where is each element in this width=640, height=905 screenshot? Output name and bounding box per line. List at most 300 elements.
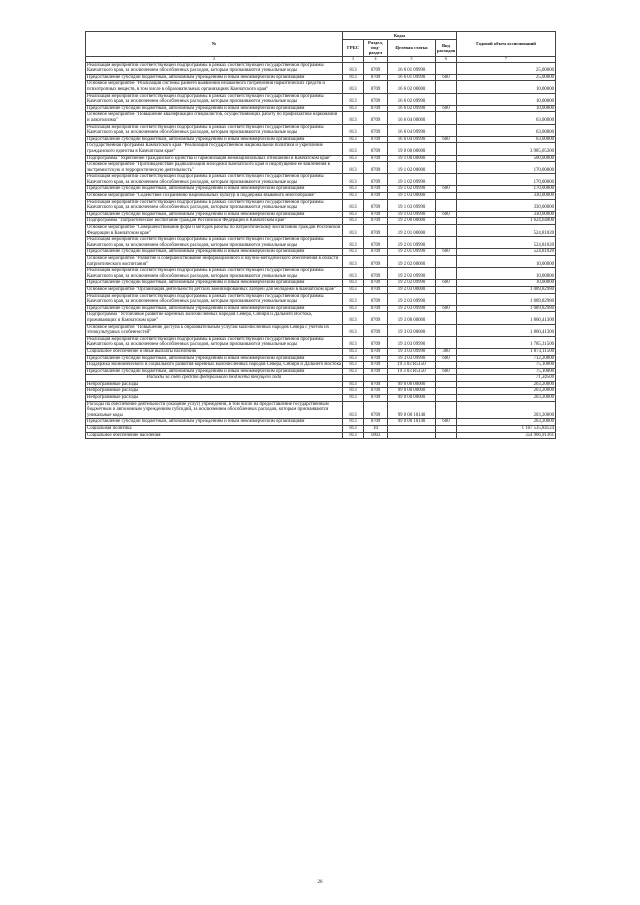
row-razdel-cell: 0709	[364, 211, 388, 218]
row-name-cell: Основное мероприятие "Развитие и совершенствование информационного и научно-методического обеспечения в области патриотического воспитания"	[86, 256, 343, 268]
table-row	[86, 381, 556, 388]
row-name-cell: Расходы за счет средств федерального бюджета текущего года	[86, 375, 343, 382]
index-cell: 6	[436, 56, 457, 62]
row-cs-cell: 19 3 03 R5150	[388, 368, 436, 375]
header-razdel: Раздел, под-раздел	[364, 40, 388, 57]
table-row	[86, 432, 556, 439]
row-cs-cell: 19 3 03 00000	[388, 324, 436, 336]
row-cs-cell: 19 3 03 09990	[388, 348, 436, 355]
row-grbs-cell: 813	[343, 355, 364, 362]
row-amount-cell: 75,10000	[457, 362, 556, 369]
row-grbs-cell: 813	[343, 62, 364, 74]
row-amount-cell: 10,00000	[457, 268, 556, 280]
row-vr-cell	[436, 218, 457, 225]
row-name-cell: Предоставление субсидий бюджетным, автономным учреждениям и иным некоммерческим организациям	[86, 368, 343, 375]
row-vr-cell	[436, 426, 457, 433]
row-name-cell: Реализация мероприятий соответствующей подпрограммы в рамках соответствующей государственной программы Камчатского края, за исключением обособленных расходов, которым присваиваются уникальные коды	[86, 268, 343, 280]
row-amount-cell: 25,00000	[457, 62, 556, 74]
row-cs-cell: 19 2 03 00000	[388, 286, 436, 293]
row-razdel-cell: 0709	[364, 162, 388, 174]
index-cell: 5	[388, 56, 436, 62]
row-name-cell: Реализация мероприятий соответствующей подпрограммы в рамках соответствующей государственной программы Камчатского края, за исключением обособленных расходов, которым присваиваются уникальные коды	[86, 199, 343, 211]
row-cs-cell	[388, 432, 436, 439]
row-name-cell: Реализация мероприятий соответствующей подпрограммы в рамках соответствующей государственной программы Камчатского края, за исключением обособленных расходов, которым присваиваются уникальные коды	[86, 93, 343, 105]
table-row	[86, 324, 556, 336]
row-razdel-cell: 0709	[364, 293, 388, 305]
row-name-cell: Основное мероприятие "Противодействие радикализации молодежи Камчатского края и недопущение ее вовлечения в экстремистскую и террористическую деятельность"	[86, 162, 343, 174]
row-cs-cell: 19 2 01 00000	[388, 225, 436, 237]
table-row	[86, 105, 556, 112]
row-grbs-cell: 813	[343, 136, 364, 143]
row-grbs-cell: 813	[343, 324, 364, 336]
row-vr-cell	[436, 193, 457, 200]
table-row	[86, 136, 556, 143]
row-cs-cell: 19 1 03 09990	[388, 211, 436, 218]
row-razdel-cell: 0709	[364, 93, 388, 105]
row-cs-cell: 16 6 02 09990	[388, 93, 436, 105]
row-amount-cell: 10,00000	[457, 105, 556, 112]
row-razdel-cell: 0709	[364, 280, 388, 287]
row-amount-cell: 1 167 535,84124	[457, 426, 556, 433]
row-cs-cell: 16 6 02 09990	[388, 105, 436, 112]
row-amount-cell: 3 985,05300	[457, 143, 556, 155]
row-razdel-cell: 10	[364, 426, 388, 433]
row-razdel-cell: 0709	[364, 124, 388, 136]
row-razdel-cell: 0709	[364, 286, 388, 293]
row-name-cell: Предоставление субсидий бюджетным, автономным учреждениям и иным некоммерческим организациям	[86, 74, 343, 81]
row-grbs-cell: 813	[343, 162, 364, 174]
row-grbs-cell: 813	[343, 305, 364, 312]
row-razdel-cell: 0709	[364, 368, 388, 375]
row-grbs-cell: 813	[343, 237, 364, 249]
row-razdel-cell: 0709	[364, 105, 388, 112]
row-amount-cell: 1 785,31500	[457, 336, 556, 348]
row-cs-cell: 19 1 02 09990	[388, 174, 436, 186]
row-amount-cell: 10,00000	[457, 93, 556, 105]
row-amount-cell: 524,81020	[457, 225, 556, 237]
row-grbs-cell: 813	[343, 112, 364, 124]
row-amount-cell: 75,10000	[457, 368, 556, 375]
row-vr-cell	[436, 81, 457, 93]
row-grbs-cell: 813	[343, 312, 364, 324]
row-vr-cell	[436, 62, 457, 74]
row-grbs-cell: 813	[343, 155, 364, 162]
row-vr-cell: 600	[436, 74, 457, 81]
row-cs-cell: 19 2 03 09990	[388, 305, 436, 312]
row-vr-cell	[436, 237, 457, 249]
row-amount-cell: 330,00000	[457, 211, 556, 218]
header-codes: Коды	[343, 32, 457, 40]
row-vr-cell	[436, 155, 457, 162]
row-amount-cell: 63,00000	[457, 136, 556, 143]
row-cs-cell	[388, 426, 436, 433]
row-grbs-cell: 813	[343, 388, 364, 395]
row-cs-cell: 16 6 01 09990	[388, 62, 436, 74]
index-cell: 2	[86, 56, 343, 62]
row-grbs-cell: 813	[343, 143, 364, 155]
row-grbs-cell: 813	[343, 268, 364, 280]
row-vr-cell: 600	[436, 211, 457, 218]
row-cs-cell: 19 1 02 09990	[388, 186, 436, 193]
row-cs-cell: 19 1 03 09990	[388, 199, 436, 211]
row-vr-cell	[436, 388, 457, 395]
row-name-cell: Непрограммные расходы	[86, 388, 343, 395]
row-name-cell: Реализация мероприятий соответствующей подпрограммы в рамках соответствующей государственной программы Камчатского края, за исключением обособленных расходов, которым присваиваются уникальные коды	[86, 174, 343, 186]
row-cs-cell: 99 0 00 00000	[388, 381, 436, 388]
row-name-cell: Реализация мероприятий соответствующей подпрограммы в рамках соответствующей государственной программы Камчатского края, за исключением обособленных расходов, которым присваиваются уникальные коды	[86, 124, 343, 136]
row-vr-cell	[436, 293, 457, 305]
index-cell: 4	[364, 56, 388, 62]
row-cs-cell: 16 6 02 00000	[388, 81, 436, 93]
row-cs-cell: 19 2 02 09990	[388, 280, 436, 287]
row-grbs-cell: 813	[343, 81, 364, 93]
row-grbs-cell: 813	[343, 93, 364, 105]
row-name-cell: Подпрограмма "Укрепление гражданского единства и гармонизация межнациональных отношений в Камчатском крае"	[86, 155, 343, 162]
table-row	[86, 293, 556, 305]
row-name-cell: Предоставление субсидий бюджетным, автономным учреждениям и иным некоммерческим организациям	[86, 136, 343, 143]
row-grbs-cell: 813	[343, 381, 364, 388]
row-cs-cell: 16 6 04 09990	[388, 136, 436, 143]
table-row	[86, 362, 556, 369]
row-vr-cell: 600	[436, 355, 457, 362]
row-vr-cell	[436, 124, 457, 136]
row-razdel-cell: 0709	[364, 381, 388, 388]
row-vr-cell	[436, 381, 457, 388]
row-razdel-cell: 0709	[364, 401, 388, 419]
row-name-cell: Основное мероприятие "Совершенствование форм и методов работы по патриотическому воспитанию граждан Российской Федерации в Камчатском крае"	[86, 225, 343, 237]
table-row	[86, 237, 556, 249]
table-row	[86, 249, 556, 256]
row-vr-cell	[436, 199, 457, 211]
row-name-cell: Социальное обеспечение населения	[86, 432, 343, 439]
row-grbs-cell: 813	[343, 193, 364, 200]
row-vr-cell	[436, 324, 457, 336]
row-razdel-cell: 0709	[364, 143, 388, 155]
row-amount-cell: 354 966,91361	[457, 432, 556, 439]
row-vr-cell	[436, 225, 457, 237]
row-name-cell: Основное мероприятие "Содействие сохранению национальных культур и поддержка языкового многообразия"	[86, 193, 343, 200]
row-grbs-cell: 813	[343, 211, 364, 218]
row-name-cell: Основное мероприятие "Реализация системы раннего выявления незаконного потребления наркотических средств и психотропных веществ, в том числе в образовательных организациях Камчатского края"	[86, 81, 343, 93]
row-grbs-cell: 813	[343, 432, 364, 439]
table-row	[86, 388, 556, 395]
page-number: 26	[317, 880, 323, 885]
row-amount-cell: 170,00000	[457, 162, 556, 174]
row-amount-cell: 10,00000	[457, 81, 556, 93]
row-amount-cell: 1 073,11500	[457, 348, 556, 355]
row-cs-cell: 19 3 03 09990	[388, 355, 436, 362]
row-amount-cell: 203,20000	[457, 401, 556, 419]
row-grbs-cell: 813	[343, 249, 364, 256]
row-razdel-cell: 0709	[364, 136, 388, 143]
table-row	[86, 348, 556, 355]
row-razdel-cell: 0709	[364, 112, 388, 124]
table-row	[86, 74, 556, 81]
row-grbs-cell: 813	[343, 74, 364, 81]
row-vr-cell: 600	[436, 186, 457, 193]
table-row	[86, 368, 556, 375]
table-row	[86, 62, 556, 74]
row-amount-cell: 170,00000	[457, 174, 556, 186]
header-cs: Целевая статья	[388, 40, 436, 57]
row-razdel-cell: 0709	[364, 362, 388, 369]
table-row	[86, 426, 556, 433]
header-name: №	[86, 32, 343, 57]
row-vr-cell: 600	[436, 305, 457, 312]
row-vr-cell	[436, 162, 457, 174]
row-name-cell: Основное мероприятие "Повышение квалификации специалистов, осуществляющих работу по профилактике наркомании и алкоголизма"	[86, 112, 343, 124]
row-grbs-cell: 813	[343, 336, 364, 348]
row-grbs-cell: 813	[343, 186, 364, 193]
table-row	[86, 143, 556, 155]
row-grbs-cell: 813	[343, 105, 364, 112]
table-row	[86, 93, 556, 105]
row-vr-cell	[436, 112, 457, 124]
row-cs-cell: 19 1 03 00000	[388, 193, 436, 200]
row-name-cell: Предоставление субсидий бюджетным, автономным учреждениям и иным некоммерческим организациям	[86, 355, 343, 362]
header-amount: Годовой объем ассигнований	[457, 32, 556, 57]
table-row	[86, 401, 556, 419]
row-grbs-cell: 813	[343, 348, 364, 355]
table-row	[86, 355, 556, 362]
row-grbs-cell: 813	[343, 395, 364, 402]
row-amount-cell: 1 624,64000	[457, 218, 556, 225]
row-cs-cell: 99 0 00 00000	[388, 388, 436, 395]
row-vr-cell	[436, 143, 457, 155]
row-razdel-cell: 0709	[364, 81, 388, 93]
row-amount-cell: 524,81020	[457, 249, 556, 256]
table-row	[86, 225, 556, 237]
table-row	[86, 81, 556, 93]
row-vr-cell: 300	[436, 348, 457, 355]
table-row	[86, 395, 556, 402]
row-razdel-cell: 0709	[364, 388, 388, 395]
row-razdel-cell: 0709	[364, 324, 388, 336]
row-amount-cell: 203,20000	[457, 395, 556, 402]
row-name-cell: Основное мероприятие "Повышение доступа к образовательным услугам малочисленных народов Севера с учетом их этнокультурных особенностей"	[86, 324, 343, 336]
row-razdel-cell: 1003	[364, 432, 388, 439]
row-vr-cell: 600	[436, 368, 457, 375]
budget-sheet	[85, 31, 555, 439]
row-amount-cell: 203,20000	[457, 419, 556, 426]
row-grbs-cell: 813	[343, 286, 364, 293]
row-vr-cell	[436, 336, 457, 348]
table-row	[86, 193, 556, 200]
row-amount-cell: 524,81020	[457, 237, 556, 249]
row-grbs-cell: 813	[343, 401, 364, 419]
row-amount-cell: 25,00000	[457, 74, 556, 81]
row-grbs-cell: 813	[343, 426, 364, 433]
row-cs-cell: 19 2 03 09990	[388, 293, 436, 305]
row-razdel-cell: 0709	[364, 249, 388, 256]
table-row	[86, 305, 556, 312]
table-row	[86, 256, 556, 268]
row-vr-cell	[436, 375, 457, 382]
row-name-cell: Государственная программа Камчатского края "Реализация государственной национальной политики и укрепление гражданского единства в Камчатском крае"	[86, 143, 343, 155]
row-grbs-cell: 813	[343, 293, 364, 305]
row-name-cell: Подпрограмма "Устойчивое развитие коренных малочисленных народов Севера, Сибири и Дальнего Востока, проживающих в Камчатском крае"	[86, 312, 343, 324]
row-vr-cell: 600	[436, 136, 457, 143]
table-row	[86, 286, 556, 293]
row-razdel-cell: 0709	[364, 193, 388, 200]
row-razdel-cell: 0709	[364, 74, 388, 81]
row-cs-cell: 19 3 03 R5150	[388, 362, 436, 369]
row-cs-cell: 19 2 02 00000	[388, 256, 436, 268]
table-row	[86, 375, 556, 382]
row-amount-cell: 63,00000	[457, 124, 556, 136]
row-razdel-cell: 0709	[364, 174, 388, 186]
row-grbs-cell: 813	[343, 256, 364, 268]
row-amount-cell: 63,00000	[457, 112, 556, 124]
row-grbs-cell: 813	[343, 174, 364, 186]
row-amount-cell: 712,20000	[457, 355, 556, 362]
table-row	[86, 162, 556, 174]
row-razdel-cell: 0709	[364, 256, 388, 268]
row-vr-cell	[436, 93, 457, 105]
row-cs-cell: 19 1 02 00000	[388, 162, 436, 174]
row-name-cell: Социальное обеспечение и иные выплаты населению	[86, 348, 343, 355]
row-cs-cell: 16 6 04 00000	[388, 112, 436, 124]
row-cs-cell	[388, 375, 436, 382]
row-cs-cell: 19 3 03 09990	[388, 336, 436, 348]
row-grbs-cell: 813	[343, 362, 364, 369]
row-amount-cell: 1 860,41300	[457, 324, 556, 336]
row-amount-cell: 1 089,82980	[457, 293, 556, 305]
table-row	[86, 336, 556, 348]
row-vr-cell	[436, 395, 457, 402]
table-row	[86, 218, 556, 225]
row-vr-cell: 600	[436, 419, 457, 426]
row-razdel-cell: 0709	[364, 312, 388, 324]
row-cs-cell: 19 0 00 00000	[388, 143, 436, 155]
row-name-cell: Предоставление субсидий бюджетным, автономным учреждениям и иным некоммерческим организациям	[86, 186, 343, 193]
row-name-cell: Социальная политика	[86, 426, 343, 433]
row-cs-cell: 99 0 00 10140	[388, 419, 436, 426]
row-razdel-cell: 0709	[364, 186, 388, 193]
row-cs-cell: 19 2 02 09990	[388, 268, 436, 280]
row-cs-cell: 16 6 04 09990	[388, 124, 436, 136]
row-razdel-cell: 0709	[364, 395, 388, 402]
row-razdel-cell: 0709	[364, 199, 388, 211]
row-name-cell: Непрограммные расходы	[86, 381, 343, 388]
row-razdel-cell: 0709	[364, 218, 388, 225]
row-vr-cell	[436, 432, 457, 439]
row-name-cell: Основное мероприятие "Организация деятельности детских военизированных лагерей для молодежи в Камчатском крае"	[86, 286, 343, 293]
row-name-cell: Реализация мероприятий соответствующей подпрограммы в рамках соответствующей государственной программы Камчатского края, за исключением обособленных расходов, которым присваиваются уникальные коды	[86, 293, 343, 305]
row-cs-cell: 19 1 00 00000	[388, 155, 436, 162]
table-row	[86, 199, 556, 211]
row-grbs-cell: 813	[343, 124, 364, 136]
row-amount-cell: 71,34500	[457, 375, 556, 382]
row-cs-cell: 19 2 01 09990	[388, 237, 436, 249]
row-amount-cell: 203,20000	[457, 388, 556, 395]
row-vr-cell	[436, 286, 457, 293]
row-grbs-cell: 813	[343, 419, 364, 426]
row-cs-cell: 99 0 00 10140	[388, 401, 436, 419]
row-razdel-cell: 0709	[364, 305, 388, 312]
row-grbs-cell: 813	[343, 280, 364, 287]
row-vr-cell: 600	[436, 280, 457, 287]
row-name-cell: Реализация мероприятий соответствующей подпрограммы в рамках соответствующей государственной программы Камчатского края, за исключением обособленных расходов, которым присваиваются уникальные коды	[86, 237, 343, 249]
table-row	[86, 174, 556, 186]
row-grbs-cell: 813	[343, 218, 364, 225]
row-razdel-cell: 0709	[364, 237, 388, 249]
row-name-cell: Непрограммные расходы	[86, 395, 343, 402]
row-vr-cell	[436, 174, 457, 186]
row-vr-cell	[436, 256, 457, 268]
row-name-cell: Предоставление субсидий бюджетным, автономным учреждениям и иным некоммерческим организациям	[86, 280, 343, 287]
row-vr-cell	[436, 268, 457, 280]
row-razdel-cell: 0709	[364, 348, 388, 355]
table-row	[86, 312, 556, 324]
row-vr-cell: 600	[436, 105, 457, 112]
row-vr-cell	[436, 401, 457, 419]
row-amount-cell: 1 089,82980	[457, 286, 556, 293]
table-row	[86, 211, 556, 218]
row-cs-cell: 19 3 00 00000	[388, 312, 436, 324]
row-razdel-cell: 0709	[364, 155, 388, 162]
row-grbs-cell: 813	[343, 199, 364, 211]
row-amount-cell: 330,00000	[457, 199, 556, 211]
table-row	[86, 112, 556, 124]
row-vr-cell: 600	[436, 249, 457, 256]
row-grbs-cell	[343, 375, 364, 382]
row-cs-cell: 99 0 00 00000	[388, 395, 436, 402]
table-row	[86, 186, 556, 193]
row-razdel-cell: 0709	[364, 62, 388, 74]
row-amount-cell: 330,00000	[457, 193, 556, 200]
row-name-cell: Реализация мероприятий соответствующей подпрограммы в рамках соответствующей государственной программы Камчатского края, за исключением обособленных расходов, которым присваиваются уникальные коды	[86, 336, 343, 348]
index-cell: 3	[343, 56, 364, 62]
table-row	[86, 280, 556, 287]
row-name-cell: Предоставление субсидий бюджетным, автономным учреждениям и иным некоммерческим организациям	[86, 105, 343, 112]
row-amount-cell: 1 860,41300	[457, 312, 556, 324]
row-name-cell: Подпрограмма "Патриотическое воспитание граждан Российской Федерации в Камчатском крае"	[86, 218, 343, 225]
row-razdel-cell: 0709	[364, 225, 388, 237]
row-grbs-cell: 813	[343, 225, 364, 237]
row-razdel-cell: 0709	[364, 336, 388, 348]
row-vr-cell	[436, 362, 457, 369]
row-amount-cell: 170,00000	[457, 186, 556, 193]
table-row	[86, 155, 556, 162]
row-name-cell: Расходы на обеспечение деятельности (оказание услуг) учреждений, в том числе на предоставление государственным бюджетным и автономным учреждениям субсидий, за исключением обособленных расходов, которым присваиваются уникальные коды	[86, 401, 343, 419]
row-name-cell: Поддержка экономического и социального развития коренных малочисленных народов Севера, Сибири и Дальнего Востока	[87, 362, 341, 368]
table-row	[86, 124, 556, 136]
index-cell: 7	[457, 56, 556, 62]
row-cs-cell: 19 2 00 00000	[388, 218, 436, 225]
row-amount-cell: 1 089,82980	[457, 305, 556, 312]
row-razdel-cell: 0709	[364, 268, 388, 280]
row-name-cell: Предоставление субсидий бюджетным, автономным учреждениям и иным некоммерческим организациям	[86, 211, 343, 218]
row-cs-cell: 19 2 01 09990	[388, 249, 436, 256]
row-name-cell: Предоставление субсидий бюджетным, автономным учреждениям и иным некоммерческим организациям	[86, 249, 343, 256]
table-body	[86, 62, 556, 439]
row-amount-cell: 500,00000	[457, 155, 556, 162]
row-amount-cell: 203,20000	[457, 381, 556, 388]
row-cs-cell: 16 6 01 09990	[388, 74, 436, 81]
table-row	[86, 419, 556, 426]
table-row	[86, 268, 556, 280]
row-razdel-cell: 0709	[364, 419, 388, 426]
row-razdel-cell: 0709	[364, 355, 388, 362]
row-razdel-cell	[364, 375, 388, 382]
header-grbs: ГРБС	[343, 40, 364, 57]
row-amount-cell: 10,00000	[457, 280, 556, 287]
row-grbs-cell: 813	[343, 368, 364, 375]
row-name-cell: Предоставление субсидий бюджетным, автономным учреждениям и иным некоммерческим организациям	[86, 305, 343, 312]
row-vr-cell	[436, 312, 457, 324]
row-amount-cell: 10,00000	[457, 256, 556, 268]
